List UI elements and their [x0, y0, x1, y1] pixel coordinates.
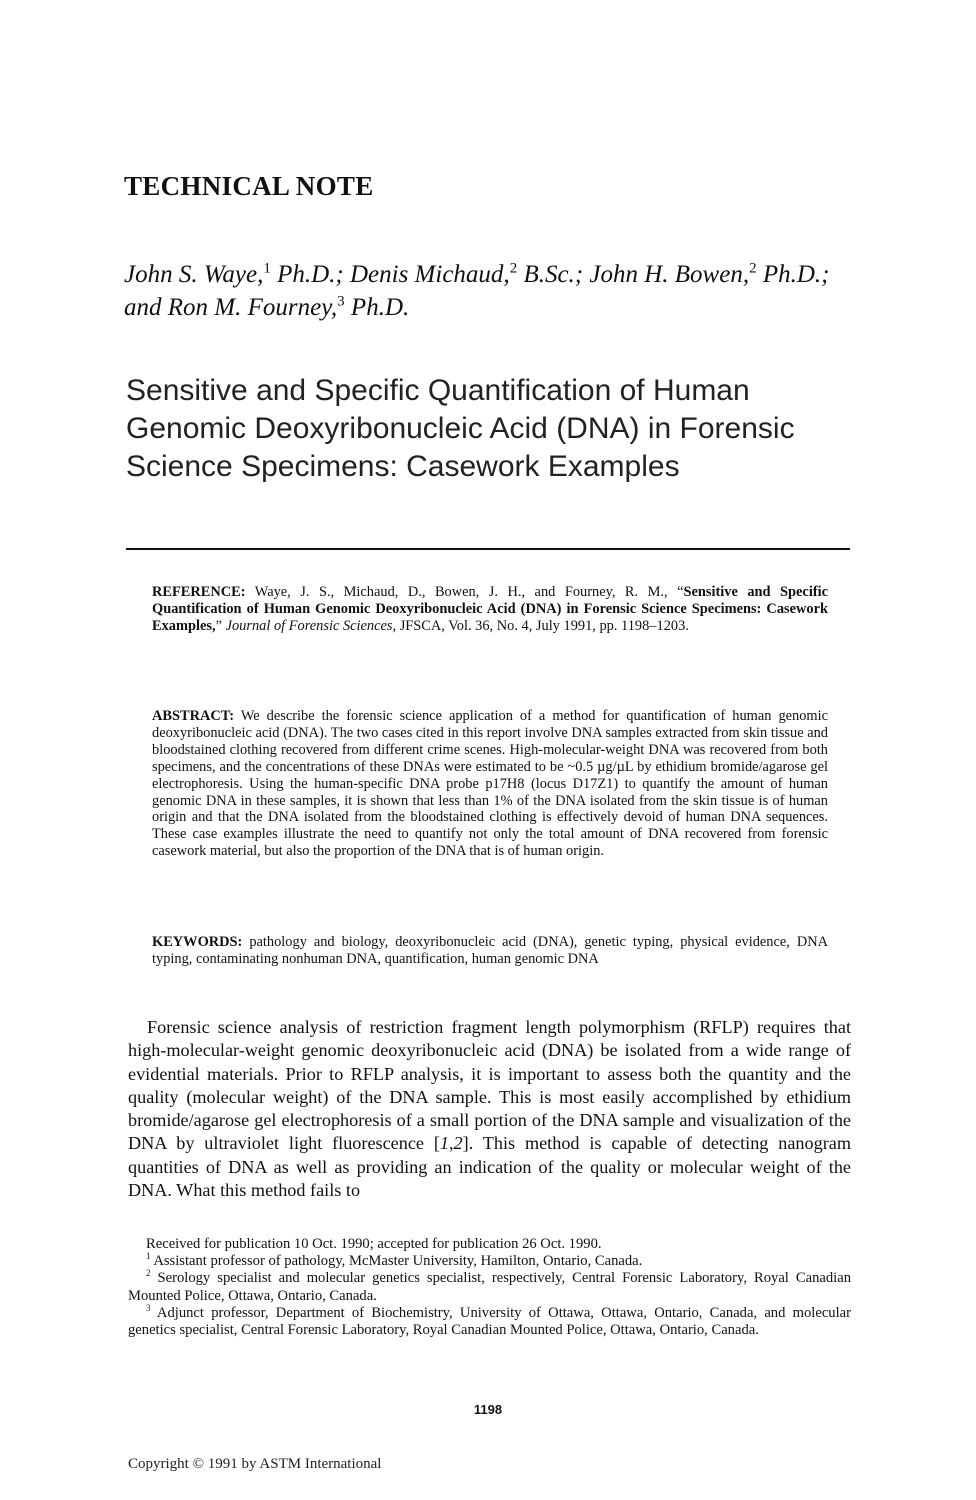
body-text-run: ]. This method is capable of detecting nanogram quantities of DNA as well as providing an indication of the quality or molecular weight of the DNA. What this method fails to	[128, 1133, 851, 1201]
footnote-text: Serology specialist and molecular genetics specialist, respectively, Central Forensic Laboratory, Royal Canadian Mounted Police, Ottawa, Ontario, Canada.	[128, 1270, 851, 1304]
reference-block	[152, 584, 828, 635]
reference-article-title: Sensitive and Specific Quantification of Human Genomic Deoxyribonucleic Acid (DNA) in Forensic Science Specimens: Casework Examples,	[152, 584, 828, 634]
keywords-text: pathology and biology, deoxyribonucleic acid (DNA), genetic typing, physical evidence, DNA typing, contaminating nonhuman DNA, quantification, human genomic DNA	[152, 934, 828, 967]
reference-authors: Waye, J. S., Michaud, D., Bowen, J. H., and Fourney, R. M., “	[245, 584, 684, 600]
footnote-mark: 1	[146, 1251, 151, 1262]
keywords-block	[152, 934, 828, 968]
page-number: 1198	[473, 1402, 503, 1417]
footnote-text: Adjunct professor, Department of Biochemistry, University of Ottawa, Ottawa, Ontario, Canada, and molecular genetics specialist, Central Forensic Laboratory, Royal Canadian Mounted Police, Ottawa, Ontario, Canada.	[128, 1304, 851, 1339]
author-name: Ron M. Fourney,	[167, 294, 338, 321]
body-paragraph	[128, 1016, 851, 1202]
reference-label: REFERENCE:	[152, 584, 246, 600]
title-divider	[126, 548, 850, 550]
footnote-text: Assistant professor of pathology, McMaster University, Hamilton, Ontario, Canada.	[150, 1253, 643, 1270]
author-name: John H. Bowen,	[589, 261, 750, 288]
abstract-label: ABSTRACT:	[152, 708, 235, 724]
author-degree: Ph.D.; and	[124, 261, 830, 321]
author-name: John S. Waye,	[124, 261, 264, 288]
author-affiliation-mark: 2	[749, 260, 757, 277]
footnote-mark: 3	[146, 1302, 151, 1313]
body-text-run: Forensic science analysis of restriction fragment length polymorphism (RFLP) requires that high-molecular-weight genomic deoxyribonucleic acid (DNA) be isolated from a wide range of evidential materials. Prior to RFLP analysis, it is important to assess both the quantity and the quality (molecular weight) of the DNA sample. This is most easily accomplished by ethidium bromide/agarose gel electrophoresis of a small portion of the DNA sample and visualization of the DNA by ultraviolet light fluorescence [	[128, 1017, 851, 1154]
author-affiliation-mark: 1	[263, 260, 271, 277]
footnote-mark: 2	[146, 1268, 151, 1279]
keywords-label: KEYWORDS:	[152, 934, 243, 950]
author-degree: B.Sc.;	[517, 261, 590, 288]
body-text	[128, 1016, 851, 1202]
section-label: TECHNICAL NOTE	[124, 171, 374, 201]
footnote-1	[128, 1253, 851, 1270]
footnotes	[128, 1236, 851, 1339]
reference-quote-close: ”	[215, 617, 226, 634]
footnote-received: Received for publication 10 Oct. 1990; accepted for publication 26 Oct. 1990.	[146, 1236, 602, 1252]
paper-title: Sensitive and Specific Quantification of Human Genomic Deoxyribonucleic Acid (DNA) in Forensic Science Specimens: Casework Examples	[126, 374, 795, 483]
copyright-notice: Copyright © 1991 by ASTM International	[128, 1456, 382, 1472]
author-affiliation-mark: 2	[509, 260, 518, 277]
author-degree: Ph.D.;	[270, 261, 350, 288]
author-affiliation-mark: 3	[337, 293, 345, 310]
reference-citation: , JFSCA, Vol. 36, No. 4, July 1991, pp. 1198–1203.	[392, 617, 689, 634]
citation-ref: 1,2	[439, 1133, 463, 1154]
author-name: Denis Michaud,	[349, 261, 510, 288]
author-list	[124, 258, 864, 324]
abstract-text: We describe the forensic science application of a method for quantification of human genomic deoxyribonucleic acid (DNA). The two cases cited in this report involve DNA samples extracted from skin tissue and bloodstained clothing recovered from different crime scenes. High-molecular-weight DNA was recovered from both specimens, and the concentrations of these DNAs were estimated to be ~0.5 µg/µL by ethidium bromide/agarose gel electrophoresis. Using the human-specific DNA probe p17H8 (locus D17Z1) to quantify the amount of human genomic DNA in these samples, it is shown that less than 1% of the DNA isolated from the skin tissue is of human origin and that the DNA isolated from the bloodstained clothing is effectively devoid of human DNA sequences. These case examples illustrate the need to quantify not only the total amount of DNA recovered from forensic casework material, but also the proportion of the DNA that is of human origin.	[152, 708, 828, 860]
footnote-3	[128, 1302, 851, 1339]
abstract-block	[152, 708, 828, 860]
footnote-2	[128, 1270, 851, 1304]
author-degree: Ph.D.	[344, 294, 410, 321]
reference-journal: Journal of Forensic Sciences	[225, 617, 393, 634]
